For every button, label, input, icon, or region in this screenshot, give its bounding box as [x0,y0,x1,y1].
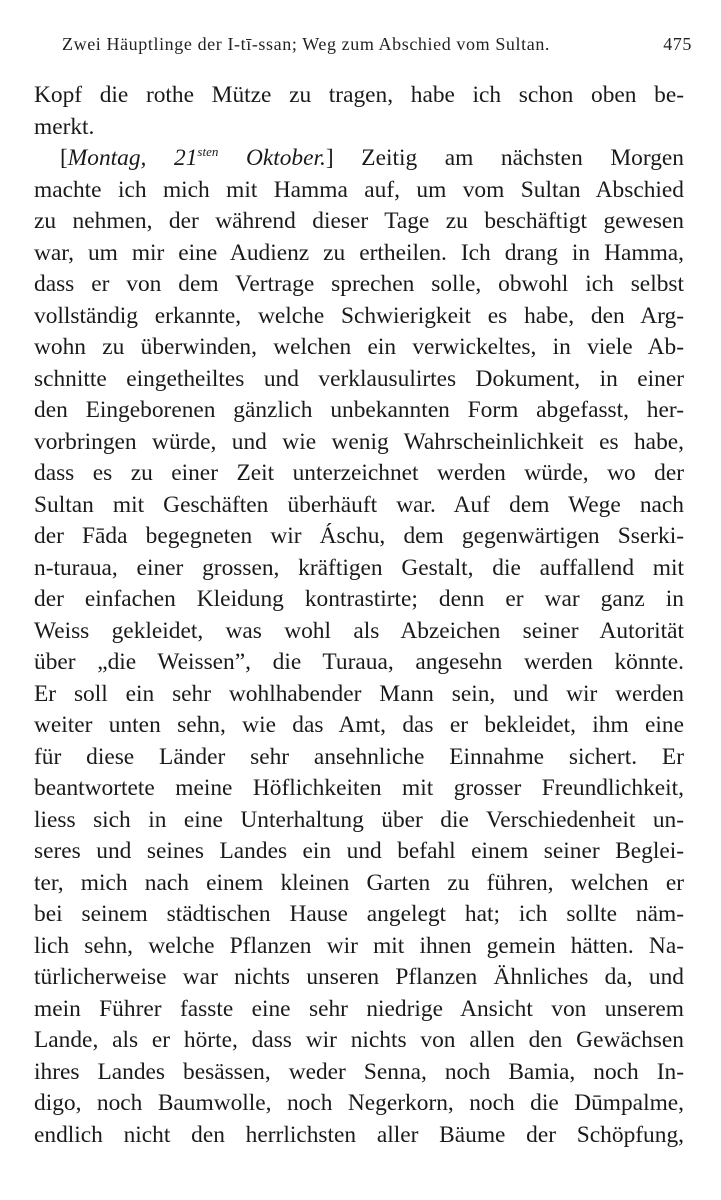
date-day: Montag, 21 [67,145,198,171]
text-line: weiter unten sehn, wie das Amt, das er bekleidet, ihm eine [34,712,684,738]
text-line: Sultan mit Geschäften überhäuft war. Auf dem Wege nach [34,491,684,518]
text-line: bei seinem städtischen Hause angelegt hat; ich sollte näm- [34,901,684,927]
text-line: digo, noch Baumwolle, noch Negerkorn, noch die Dūmpalme, [34,1090,684,1116]
page-number: 475 [663,34,692,54]
text-line: ihres Landes besässen, weder Senna, noch Bamia, noch In- [34,1058,684,1085]
text-line: schnitte eingetheiltes und verklausulirtes Dokument, in einer [34,365,684,392]
text-line: mein Führer fasste eine sehr niedrige Ansicht von unserem [34,995,684,1022]
text-line: dass es zu einer Zeit unterzeichnet werden würde, wo der [34,460,684,486]
text-line: merkt. [34,113,95,140]
text-line: vorbringen würde, und wie wenig Wahrscheinlichkeit es habe, [34,428,684,455]
text-line: lich sehn, welche Pflanzen wir mit ihnen gemein hätten. Na- [34,932,684,959]
date-ordinal-suffix: sten [197,144,219,159]
text-line: dass er von dem Vertrage sprechen solle, obwohl ich selbst [34,271,684,297]
body-text [34,80,684,1151]
text-line: Er soll ein sehr wohlhabender Mann sein, und wir werden [34,680,684,707]
text-line: n-turaua, einer grossen, kräftigen Gestalt, die auffallend mit [34,554,684,581]
running-head [62,34,692,62]
text-line: liess sich in eine Unterhaltung über die Verschiedenheit un- [34,806,684,833]
text-line: zu nehmen, der während dieser Tage zu beschäftigt gewesen [34,208,684,234]
text-line: war, um mir eine Audienz zu ertheilen. Ich drang in Hamma, [34,239,684,266]
dated-paragraph-first-line [34,143,684,175]
text-line: ter, mich nach einem kleinen Garten zu führen, welchen er [34,869,684,896]
date-month: Oktober. [218,145,326,171]
text-span: Zeitig am nächsten Morgen [333,145,684,171]
text-line: türlicherweise war nichts unseren Pflanzen Ähnliches da, und [34,964,684,990]
text-line: endlich nicht den herrlichsten aller Bäume der Schöpfung, [34,1121,684,1148]
text-line: wohn zu überwinden, welchen ein verwickeltes, in viele Ab- [34,334,684,360]
text-line: den Eingeborenen gänzlich unbekannten Form abgefasst, her- [34,397,684,423]
date-bracket-close: ] [325,145,334,171]
text-line: Kopf die rothe Mütze zu tragen, habe ich schon oben be- [34,82,684,108]
date-bracket-open: [ [60,145,68,171]
running-head-title: Zwei Häuptlinge der I-tī-ssan; Weg zum Abschied vom Sultan. [62,34,551,54]
text-line: Weiss gekleidet, was wohl als Abzeichen seiner Autorität [34,617,684,644]
text-line: machte ich mich mit Hamma auf, um vom Sultan Abschied [34,176,684,203]
text-line: der einfachen Kleidung kontrastirte; denn er war ganz in [34,586,684,612]
text-line: seres und seines Landes ein und befahl einem seiner Beglei- [34,838,684,864]
text-line: der Fāda begegneten wir Áschu, dem gegenwärtigen Sserki- [34,523,684,549]
text-line: beantwortete meine Höflichkeiten mit grosser Freundlichkeit, [34,775,684,801]
text-line: Lande, als er hörte, dass wir nichts von allen den Gewächsen [34,1027,684,1053]
text-line: für diese Länder sehr ansehnliche Einnahme sichert. Er [34,743,684,770]
text-line: vollständig erkannte, welche Schwierigkeit es habe, den Arg- [34,302,684,329]
date-heading [68,145,326,171]
text-line: über „die Weissen”, die Turaua, angesehn werden könnte. [34,649,684,675]
